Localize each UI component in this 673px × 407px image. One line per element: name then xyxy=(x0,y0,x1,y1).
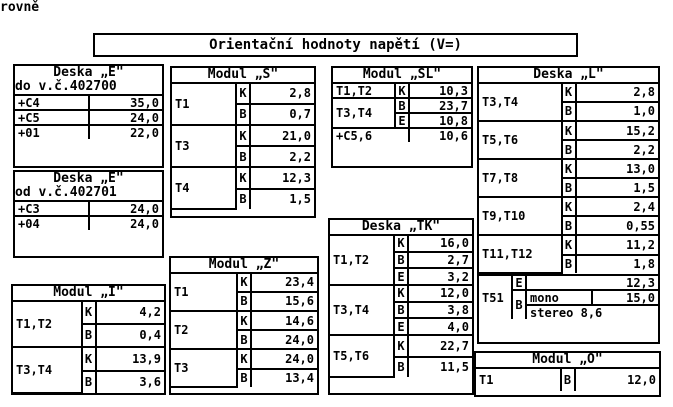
values-table xyxy=(13,302,164,394)
row-label: +04 xyxy=(15,216,89,230)
row-label: T3,T4 xyxy=(333,98,395,128)
group-header: Modul „Z" xyxy=(171,258,317,274)
mono-value: 15,0 xyxy=(592,290,658,305)
deska-l-table xyxy=(477,66,660,344)
page-fragment-text: rovně xyxy=(0,0,40,15)
modul-i-table xyxy=(11,284,166,395)
row-value: 10,6 xyxy=(409,128,471,142)
k-value: 24,0 xyxy=(251,349,317,369)
group-header xyxy=(15,172,162,202)
page-title: Orientační hodnoty napětí (V=) xyxy=(93,33,578,57)
table-row xyxy=(479,197,658,216)
pin-k: K xyxy=(237,311,251,330)
table-row xyxy=(479,84,658,102)
b-value: 11,5 xyxy=(408,357,472,377)
b-value: 1,8 xyxy=(576,255,659,273)
pin-k: K xyxy=(237,274,251,292)
row-value: 22,0 xyxy=(89,125,163,139)
row-label: +C4 xyxy=(15,96,89,110)
row-label: T4 xyxy=(172,167,236,209)
table-row xyxy=(172,84,314,104)
pin-b: B xyxy=(562,140,576,159)
table-row xyxy=(172,125,314,146)
pin-e: E xyxy=(394,318,408,335)
group-header: Deska „TK" xyxy=(330,220,472,236)
table-row xyxy=(13,302,164,324)
pin-b: B xyxy=(394,302,408,319)
b-value: 1,0 xyxy=(576,102,659,121)
row-value: 24,0 xyxy=(89,110,163,125)
values-table xyxy=(15,202,162,230)
row-label: T1,T2 xyxy=(333,84,395,98)
e-value: 3,2 xyxy=(408,268,472,285)
pin-k: K xyxy=(562,197,576,216)
group-header: Deska „L" xyxy=(479,68,658,84)
table-row xyxy=(13,347,164,371)
pin-k: K xyxy=(236,84,250,104)
group-header: Modul „S" xyxy=(172,68,314,84)
pin-k: K xyxy=(394,335,408,357)
values-table xyxy=(15,96,162,139)
row-label: T5,T6 xyxy=(330,335,394,377)
k-value: 13,0 xyxy=(576,159,659,178)
pin-e: E xyxy=(512,275,526,290)
b-value: 0,7 xyxy=(250,104,314,125)
table-row xyxy=(172,167,314,189)
row-label: T9,T10 xyxy=(479,197,562,235)
deska-tk-table xyxy=(328,218,474,395)
row-label: T2 xyxy=(171,311,237,349)
table-row xyxy=(15,216,162,230)
header-line: od v.č.402701 xyxy=(15,185,117,200)
pin-k: K xyxy=(394,285,408,302)
b-value: 3,8 xyxy=(408,302,472,319)
pin-k: K xyxy=(562,84,576,102)
stereo-label: stereo xyxy=(530,305,574,319)
pin-b: B xyxy=(236,104,250,125)
k-value: 21,0 xyxy=(250,125,314,146)
row-label: T1 xyxy=(476,369,561,391)
pin-b: B xyxy=(512,290,526,319)
b-value: 1,5 xyxy=(250,189,314,209)
b-value: 13,4 xyxy=(251,369,317,387)
pin: B xyxy=(395,98,409,113)
row-label: T1,T2 xyxy=(330,236,394,285)
header-line: Deska „E" xyxy=(53,65,124,80)
b-value: 1,5 xyxy=(576,178,659,197)
row-label: T11,T12 xyxy=(479,235,562,273)
pin-b: B xyxy=(236,146,250,167)
pin: B xyxy=(561,369,575,391)
b-value: 2,2 xyxy=(576,140,659,159)
stereo-cell xyxy=(526,305,658,319)
pin-b: B xyxy=(394,252,408,269)
values-table xyxy=(171,274,317,388)
row-label: T1,T2 xyxy=(13,302,82,347)
b-value: 0,55 xyxy=(576,216,659,235)
k-value: 15,2 xyxy=(576,121,659,140)
group-header: Modul „O" xyxy=(476,353,659,369)
table-row xyxy=(15,125,162,139)
values-table xyxy=(476,369,659,391)
pin-b: B xyxy=(562,102,576,121)
row-label: T1 xyxy=(171,274,237,311)
row-label: T3 xyxy=(171,349,237,387)
pin-k: K xyxy=(82,347,96,371)
k-value: 11,2 xyxy=(576,235,659,255)
table-row xyxy=(479,275,658,290)
b-value: 15,6 xyxy=(251,292,317,311)
table-row xyxy=(479,159,658,178)
pin-b: B xyxy=(82,324,96,347)
table-row xyxy=(333,84,471,98)
pin: E xyxy=(395,113,409,128)
t51-table xyxy=(479,274,658,319)
table-row xyxy=(171,311,317,330)
k-value: 4,2 xyxy=(96,302,165,324)
table-row xyxy=(476,369,659,391)
table-row xyxy=(333,128,471,142)
k-value: 12,3 xyxy=(250,167,314,189)
pin-b: B xyxy=(562,255,576,273)
mono-label: mono xyxy=(526,290,592,305)
deska-e-from-serial-table xyxy=(13,170,164,258)
row-label: T7,T8 xyxy=(479,159,562,197)
row-label: +C3 xyxy=(15,202,89,216)
row-label: T1 xyxy=(172,84,236,125)
b-value: 24,0 xyxy=(251,330,317,349)
k-value: 2,8 xyxy=(250,84,314,104)
row-label: T3 xyxy=(172,125,236,167)
row-label: T3,T4 xyxy=(330,285,394,335)
table-row xyxy=(333,98,471,113)
pin-b: B xyxy=(562,178,576,197)
group-header: Modul „I" xyxy=(13,286,164,302)
pin-k: K xyxy=(236,167,250,189)
values-table xyxy=(333,84,471,142)
row-label: T3,T4 xyxy=(13,347,82,393)
values-table xyxy=(330,236,472,378)
k-value: 23,4 xyxy=(251,274,317,292)
row-value: 24,0 xyxy=(89,202,163,216)
row-label: T5,T6 xyxy=(479,121,562,159)
row-value: 10,3 xyxy=(409,84,471,98)
modul-sl-table xyxy=(331,66,473,168)
k-value: 14,6 xyxy=(251,311,317,330)
group-header xyxy=(15,66,162,96)
table-row xyxy=(15,96,162,110)
row-value: 10,8 xyxy=(409,113,471,128)
row-label: +01 xyxy=(15,125,89,139)
pin-b: B xyxy=(394,357,408,377)
b-value: 3,6 xyxy=(96,371,165,393)
pin-b: B xyxy=(237,330,251,349)
pin-k: K xyxy=(236,125,250,146)
k-value: 16,0 xyxy=(408,236,472,252)
header-line: Deska „E" xyxy=(53,171,124,186)
pin-k: K xyxy=(562,235,576,255)
k-value: 12,0 xyxy=(408,285,472,302)
table-row xyxy=(171,349,317,369)
row-value: 12,0 xyxy=(575,369,660,391)
b-value: 0,4 xyxy=(96,324,165,347)
values-table xyxy=(479,84,658,274)
table-row xyxy=(15,110,162,125)
row-label: T3,T4 xyxy=(479,84,562,121)
table-row xyxy=(171,274,317,292)
group-header: Modul „SL" xyxy=(333,68,471,84)
pin-k: K xyxy=(394,236,408,252)
b-value: 2,2 xyxy=(250,146,314,167)
deska-e-to-serial-table xyxy=(13,64,164,168)
stereo-value: 8,6 xyxy=(580,305,603,319)
modul-z-table xyxy=(169,256,319,395)
e-value: 4,0 xyxy=(408,318,472,335)
header-line: do v.č.402700 xyxy=(15,79,117,94)
pin-k: K xyxy=(562,121,576,140)
pin-b: B xyxy=(82,371,96,393)
b-value: 2,7 xyxy=(408,252,472,269)
row-label: +C5 xyxy=(15,110,89,125)
modul-s-table xyxy=(170,66,316,218)
pin-k: K xyxy=(237,349,251,369)
pin: K xyxy=(395,84,409,98)
table-row xyxy=(479,121,658,140)
pin-k: K xyxy=(82,302,96,324)
table-row xyxy=(479,235,658,255)
values-table xyxy=(172,84,314,210)
row-value: 23,7 xyxy=(409,98,471,113)
t51-label: T51 xyxy=(479,275,512,319)
pin-e: E xyxy=(394,268,408,285)
row-value: 35,0 xyxy=(89,96,163,110)
row-value: 24,0 xyxy=(89,216,163,230)
pin-b: B xyxy=(237,292,251,311)
modul-o-table xyxy=(474,351,661,397)
k-value: 2,4 xyxy=(576,197,659,216)
k-value: 13,9 xyxy=(96,347,165,371)
pin-b: B xyxy=(562,216,576,235)
table-row xyxy=(330,285,472,302)
pin-k: K xyxy=(562,159,576,178)
pin-b: B xyxy=(237,369,251,387)
k-value: 2,8 xyxy=(576,84,659,102)
e-value: 12,3 xyxy=(526,275,658,290)
table-row xyxy=(15,202,162,216)
table-row xyxy=(330,335,472,357)
row-label: +C5,6 xyxy=(333,128,409,142)
k-value: 22,7 xyxy=(408,335,472,357)
table-row xyxy=(330,236,472,252)
pin-b: B xyxy=(236,189,250,209)
